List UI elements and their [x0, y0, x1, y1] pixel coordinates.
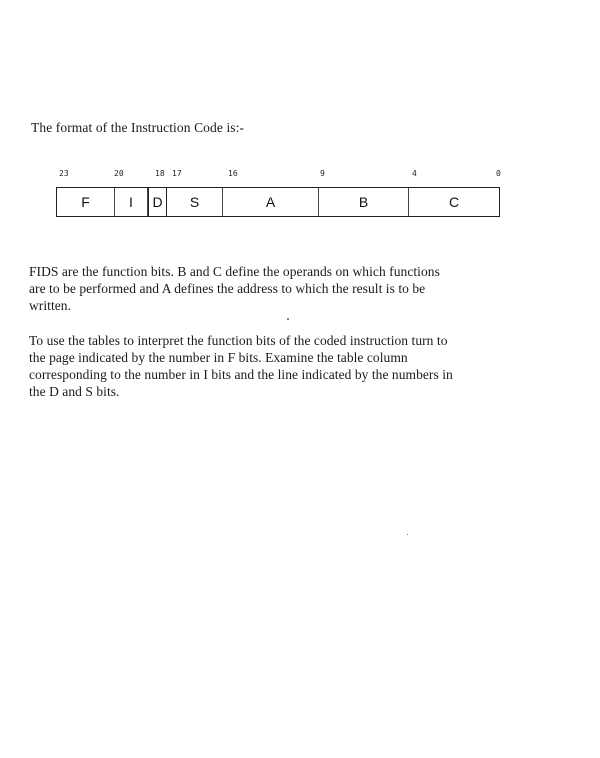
bit-label-20: 20 [114, 169, 124, 178]
stray-dot [407, 534, 408, 535]
bit-label-16: 16 [228, 169, 238, 178]
stray-dot [287, 318, 289, 320]
bit-label-4: 4 [412, 169, 417, 178]
field-a: A [223, 188, 319, 216]
field-b: B [319, 188, 409, 216]
field-c: C [448, 194, 460, 210]
paragraph-line: are to be performed and A defines the address to which the result is to be [29, 281, 426, 296]
bit-position-labels [0, 169, 600, 181]
bit-label-9: 9 [320, 169, 325, 178]
field-d: D [148, 188, 167, 216]
instruction-format-diagram [56, 187, 500, 217]
table-usage-paragraph [29, 332, 453, 400]
field-s: S [167, 188, 223, 216]
field-f: F [57, 188, 115, 216]
paragraph-line: the D and S bits. [29, 384, 120, 399]
paragraph-line: corresponding to the number in I bits and the line indicated by the numbers in [29, 367, 453, 382]
paragraph-line: FIDS are the function bits. B and C define the operands on which functions [29, 264, 440, 279]
bit-label-18: 18 [155, 169, 165, 178]
intro-heading: The format of the Instruction Code is:- [31, 120, 245, 135]
paragraph-line: the page indicated by the number in F bits. Examine the table column [29, 350, 408, 365]
bit-label-0: 0 [496, 169, 501, 178]
paragraph-line: To use the tables to interpret the function bits of the coded instruction turn to [29, 333, 448, 348]
paragraph-line: written. [29, 298, 72, 313]
function-bits-paragraph [29, 263, 440, 314]
bit-label-23: 23 [59, 169, 69, 178]
bit-label-17: 17 [172, 169, 182, 178]
field-i: I [115, 188, 148, 216]
